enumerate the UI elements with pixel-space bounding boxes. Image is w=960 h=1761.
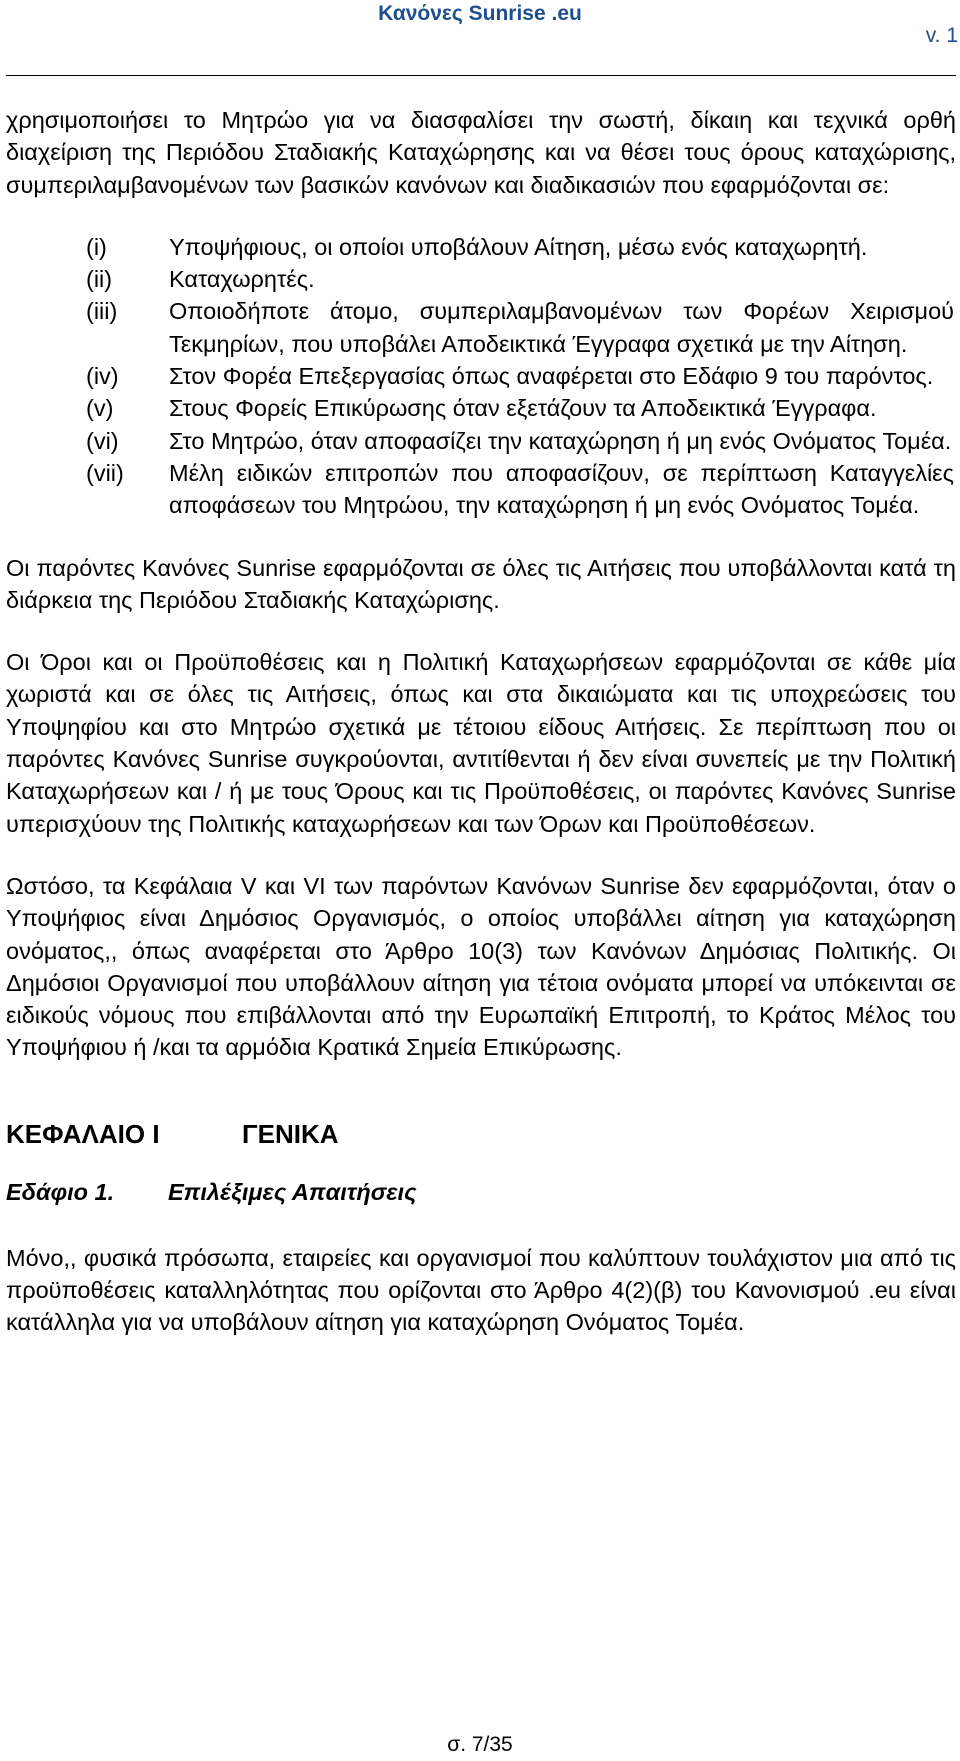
section-heading bbox=[6, 1176, 956, 1208]
list-item bbox=[6, 425, 956, 457]
list-item bbox=[6, 263, 956, 295]
section-number: Εδάφιο 1. bbox=[6, 1178, 115, 1205]
list-item-number: (ii) bbox=[86, 266, 113, 293]
list-item-text: Υποψήφιους, οι οποίοι υποβάλουν Αίτηση, μέσω ενός καταχωρητή. bbox=[169, 233, 868, 260]
list-item-text: Στο Μητρώο, όταν αποφασίζει την καταχώρηση ή μη ενός Ονόματος Τομέα. bbox=[169, 427, 952, 454]
section-title: Επιλέξιμες Απαιτήσεις bbox=[168, 1178, 417, 1205]
intro-paragraph: χρησιμοποιήσει το Μητρώο για να διασφαλίσει την σωστή, δίκαιη και τεχνικά ορθή διαχείριση της Περιόδου Σταδιακής Καταχώρησης και να θέσει τους όρους καταχώρισης, συμπεριλαμβανομένων των βασικών κανόνων και διαδικασιών που εφαρμόζονται σε: bbox=[6, 107, 956, 198]
list-item-text: Μέλη ειδικών επιτροπών που αποφασίζουν, σε περίπτωση Καταγγελίες αποφάσεων του Μητρώου, την καταχώρηση ή μη ενός Ονόματος Τομέα. bbox=[169, 459, 954, 519]
section-paragraph: Μόνο,, φυσικά πρόσωπα, εταιρείες και οργανισμοί που καλύπτουν τουλάχιστον μια από τις προϋποθέσεις καταλληλότητας που ορίζονται στο Άρθρο 4(2)(β) του Κανονισμού .eu είναι κατάλληλα για να υποβάλουν αίτηση για καταχώρηση Ονόματος Τομέα. bbox=[6, 1244, 956, 1336]
body-paragraph: Οι Όροι και οι Προϋποθέσεις και η Πολιτική Καταχωρήσεων εφαρμόζονται σε κάθε μία χωριστά και σε όλες τις Αιτήσεις, όπως και στα δικαιώματα και τις υποχρεώσεις του Υποψηφίου και στο Μητρώο σχετικά με τέτοιου είδους Αιτήσεις. Σε περίπτωση που οι παρόντες Κανόνες Sunrise συγκρούονται, αντιτίθενται ή δεν είναι συνεπείς με την Πολιτική Καταχωρήσεων και / ή με τους Όρους και τις Προϋποθέσεις, οι παρόντες Κανόνες Sunrise υπερισχύουν της Πολιτικής καταχωρήσεων και των Όρων και Προϋποθέσεων. bbox=[6, 649, 956, 837]
applies-to-list bbox=[6, 231, 956, 522]
list-item bbox=[6, 457, 956, 522]
list-item-number: (i) bbox=[86, 233, 107, 260]
list-item bbox=[6, 360, 956, 392]
document-body bbox=[6, 104, 956, 1339]
list-item-number: (iii) bbox=[86, 298, 118, 325]
list-item-number: (vi) bbox=[86, 427, 119, 454]
list-item bbox=[6, 295, 956, 360]
list-item-text: Στους Φορείς Επικύρωσης όταν εξετάζουν τα Αποδεικτικά Έγγραφα. bbox=[169, 395, 877, 422]
page-number: σ. 7/35 bbox=[447, 1733, 513, 1756]
list-item-text: Καταχωρητές. bbox=[169, 266, 315, 293]
list-item-text: Οποιοδήποτε άτομο, συμπεριλαμβανομένων των Φορέων Χειρισμού Τεκμηρίων, που υποβάλει Αποδεικτικά Έγγραφα σχετικά με την Αίτηση. bbox=[169, 298, 954, 357]
version-label: v. 1 bbox=[925, 24, 958, 47]
list-item-text: Στον Φορέα Επεξεργασίας όπως αναφέρεται στο Εδάφιο 9 του παρόντος. bbox=[169, 363, 934, 390]
list-item bbox=[6, 392, 956, 424]
body-paragraph: Οι παρόντες Κανόνες Sunrise εφαρμόζονται σε όλες τις Αιτήσεις που υποβάλλονται κατά τη διάρκεια της Περιόδου Σταδιακής Καταχώρισης. bbox=[6, 554, 956, 613]
list-item-number: (iv) bbox=[86, 363, 119, 390]
chapter-heading bbox=[6, 1118, 956, 1150]
chapter-number: ΚΕΦΑΛΑΙΟ Ι bbox=[6, 1118, 160, 1149]
list-item bbox=[6, 231, 956, 263]
document-title: Κανόνες Sunrise .eu bbox=[378, 2, 582, 25]
list-item-number: (v) bbox=[86, 395, 114, 422]
body-paragraph: Ωστόσο, τα Κεφάλαια V και VI των παρόντων Κανόνων Sunrise δεν εφαρμόζονται, όταν ο Υποψήφιος είναι Δημόσιος Οργανισμός, ο οποίος υποβάλλει αίτηση για καταχώρηση ονόματος,, όπως αναφέρεται στο Άρθρο 10(3) των Κανόνων Δημόσιας Πολιτικής. Οι Δημόσιοι Οργανισμοί που υποβάλλουν αίτηση για τέτοια ονόματα μπορεί να υπόκεινται σε ειδικούς νόμους που επιβάλλονται από την Ευρωπαϊκή Επιτροπή, το Κράτος Μέλος του Υποψήφιου ή /και τα αρμόδια Κρατικά Σημεία Επικύρωσης. bbox=[6, 872, 956, 1061]
list-item-number: (vii) bbox=[86, 459, 124, 486]
chapter-title: ΓΕΝΙΚΑ bbox=[242, 1118, 339, 1149]
header-divider bbox=[6, 75, 956, 76]
